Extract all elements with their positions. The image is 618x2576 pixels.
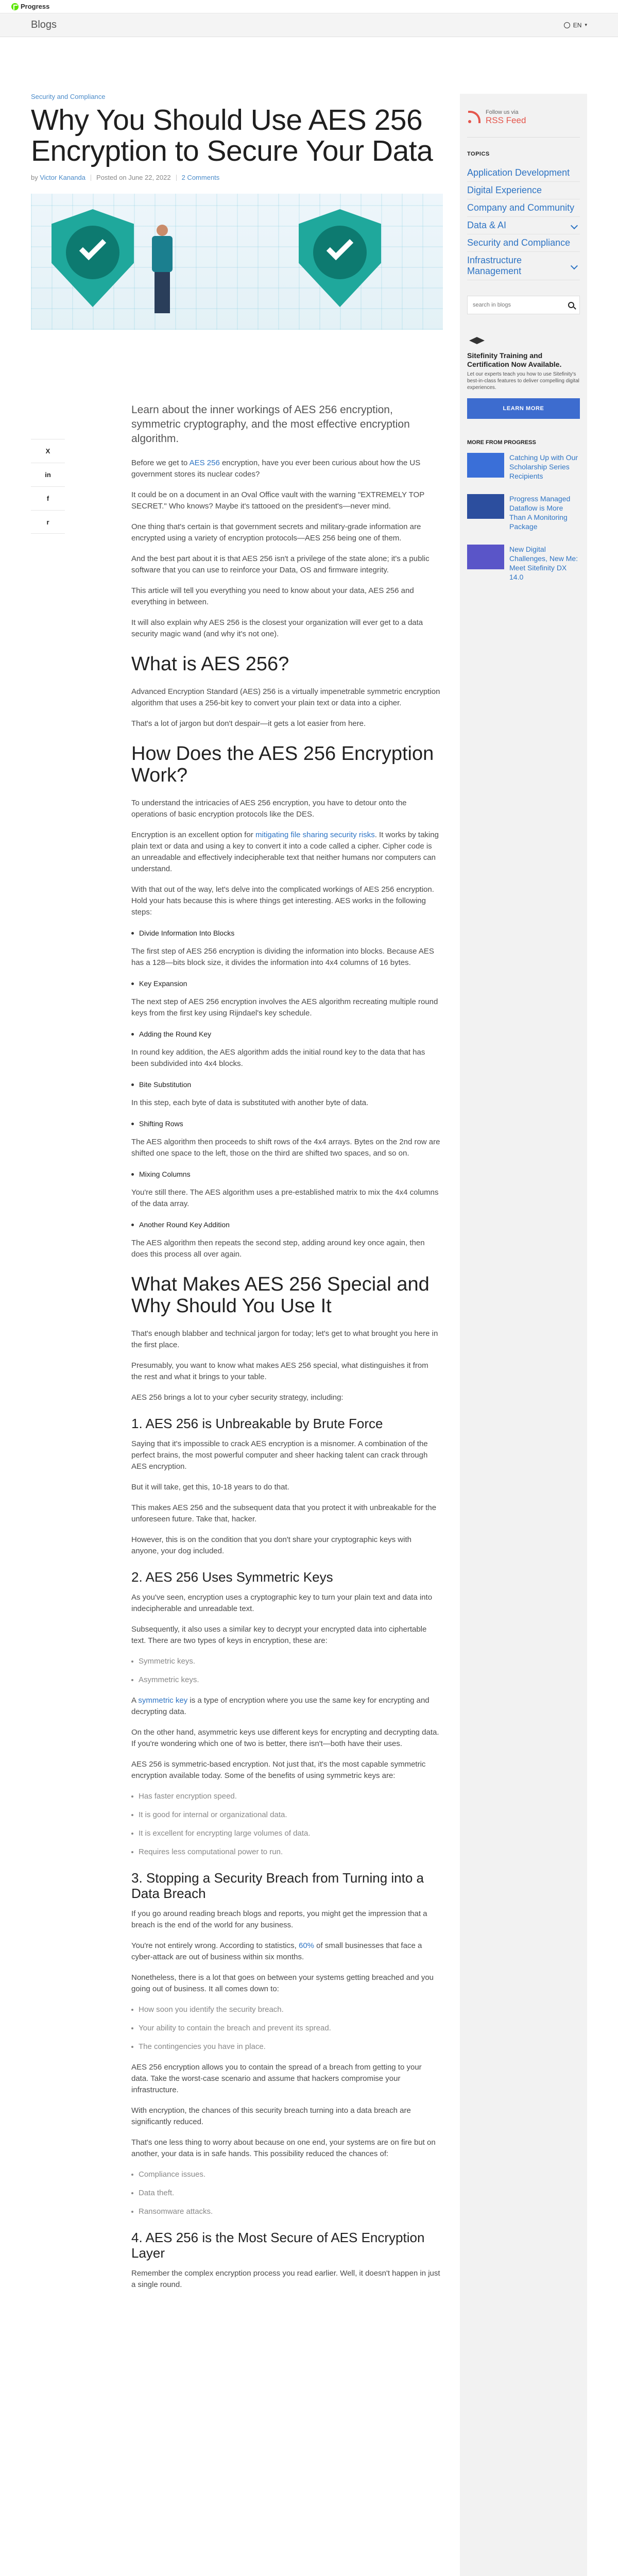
category-link[interactable]: Security and Compliance bbox=[31, 93, 106, 100]
paragraph: The next step of AES 256 encryption involves the AES algorithm recreating multiple round keys from the first key using Rijndael's key schedule. bbox=[131, 997, 438, 1018]
paragraph: With encryption, the chances of this security breach turning into a data breach are significantly reduced. bbox=[131, 2106, 411, 2126]
paragraph: This article will tell you everything you need to know about your data, AES 256 and everything in between. bbox=[131, 586, 414, 606]
x-share-icon[interactable]: X bbox=[31, 439, 65, 463]
step-heading: Divide Information Into Blocks bbox=[131, 927, 440, 939]
more-item[interactable] bbox=[467, 545, 580, 582]
topic-infrastructure-management[interactable]: Infrastructure Management bbox=[467, 252, 580, 280]
topics-list bbox=[467, 164, 580, 280]
step-heading: Shifting Rows bbox=[131, 1118, 440, 1129]
meta-divider bbox=[176, 175, 177, 181]
heading-2: 2. AES 256 Uses Symmetric Keys bbox=[131, 1569, 333, 1585]
by-label: by bbox=[31, 174, 38, 181]
list-item: It is excellent for encrypting large volumes of data. bbox=[131, 1828, 440, 1839]
chevron-down-icon: ▾ bbox=[585, 22, 587, 27]
paragraph: That's enough blabber and technical jargon for today; let's get to what brought you here in the first place. bbox=[131, 1329, 438, 1349]
top-bar bbox=[0, 0, 618, 13]
paragraph: It will also explain why AES 256 is the closest your organization will ever get to a data security magic wand (and why it's not one). bbox=[131, 618, 423, 638]
paragraph: This makes AES 256 and the subsequent data that you protect it with unbreakable for the unforeseen future. Take that, hacker. bbox=[131, 1503, 437, 1523]
paragraph: To understand the intricacies of AES 256 encryption, you have to detour onto the operations of basic encryption protocols like the DES. bbox=[131, 799, 407, 819]
more-item-link[interactable]: Catching Up with Our Scholarship Series Recipients bbox=[509, 453, 578, 480]
more-item[interactable] bbox=[467, 494, 580, 531]
article-lead: Learn about the inner workings of AES 256 encryption, symmetric cryptography, and the most effective encryption algorithm. bbox=[131, 404, 410, 445]
search-input[interactable] bbox=[473, 302, 568, 308]
aes256-link[interactable]: AES 256 bbox=[189, 459, 220, 467]
rss-text bbox=[486, 109, 526, 126]
follow-label: Follow us via bbox=[486, 109, 519, 115]
breach-factors-list bbox=[131, 2004, 440, 2053]
blogs-link[interactable]: Blogs bbox=[31, 19, 57, 30]
topic-application-development[interactable]: Application Development bbox=[467, 164, 580, 182]
list-item: How soon you identify the security breach. bbox=[131, 2004, 440, 2015]
paragraph: Subsequently, it also uses a similar key to decrypt your encrypted data into ciphertable text. There are two types of keys in encryption, these are: bbox=[131, 1625, 427, 1645]
promo-text: Let our experts teach you how to use Sitefinity's best-in-class features to deliver compelling digital experiences. bbox=[467, 371, 579, 391]
heading-4: 4. AES 256 is the Most Secure of AES Encryption Layer bbox=[131, 2230, 425, 2261]
topic-company-community[interactable]: Company and Community bbox=[467, 199, 580, 217]
paragraph: The AES algorithm then repeats the second step, adding around key once again, then does this process all over again. bbox=[131, 1239, 425, 1259]
more-from-progress-heading: MORE FROM PROGRESS bbox=[467, 439, 536, 446]
paragraph: One thing that's certain is that government secrets and military-grade information are encrypted using a variety of encryption protocols—AES 256 being one of them. bbox=[131, 522, 421, 543]
rss-icon bbox=[467, 111, 480, 124]
heading-what: What is AES 256? bbox=[131, 653, 289, 675]
rss-link[interactable]: RSS Feed bbox=[486, 115, 526, 125]
thumbnail-image bbox=[467, 545, 504, 569]
search-icon[interactable] bbox=[568, 302, 574, 308]
paragraph: However, this is on the condition that you don't share your cryptographic keys with anyone, your dog included. bbox=[131, 1535, 411, 1555]
paragraph: That's a lot of jargon but don't despair—it gets a lot easier from here. bbox=[131, 719, 366, 728]
paragraph: Saying that it's impossible to crack AES encryption is a misnomer. A combination of the perfect brains, the most powerful computer and sheer hacking talent can crack through AES encryption. bbox=[131, 1439, 428, 1471]
progress-logo[interactable] bbox=[11, 3, 49, 10]
step-heading: Mixing Columns bbox=[131, 1168, 440, 1180]
benefits-list bbox=[131, 1791, 440, 1858]
author-link[interactable]: Victor Kananda bbox=[40, 174, 86, 181]
meta-author-line bbox=[31, 174, 85, 181]
list-item: Your ability to contain the breach and prevent its spread. bbox=[131, 2023, 440, 2034]
paragraph: You're still there. The AES algorithm uses a pre-established matrix to mix the 4x4 columns of the data array. bbox=[131, 1188, 439, 1208]
paragraph: Encryption is an excellent option for mitigating file sharing security risks. It works by taking plain text or data and using a key to convert it into a code called a cipher. Cipher code is an unreadable and effectively indecipherable text that neither humans nor computers can understand. bbox=[131, 831, 439, 873]
paragraph: That's one less thing to worry about because on one end, your systems are on fire but on another, your data is in safe hands. This possibility reduced the chances of: bbox=[131, 2138, 436, 2158]
statistics-link[interactable]: 60% bbox=[298, 1941, 315, 1950]
heading-special: What Makes AES 256 Special and Why Should You Use It bbox=[131, 1274, 430, 1317]
paragraph: The first step of AES 256 encryption is dividing the information into blocks. Because AES has a 128—bits block size, it divides the information into 4x4 columns of 16 bytes. bbox=[131, 947, 434, 967]
heading-1: 1. AES 256 is Unbreakable by Brute Force bbox=[131, 1416, 383, 1431]
paragraph: If you go around reading breach blogs and reports, you might get the impression that a breach is the end of the world for any business. bbox=[131, 1909, 427, 1929]
chevron-down-icon[interactable] bbox=[571, 222, 578, 229]
paragraph: And the best part about it is that AES 256 isn't a privilege of the state alone; it's a public software that you can use to reinforce your Data, OS and firmware integrity. bbox=[131, 554, 430, 574]
sitefinity-promo bbox=[467, 333, 580, 419]
learn-more-button[interactable]: LEARN MORE bbox=[467, 398, 580, 419]
paragraph: Presumably, you want to know what makes AES 256 special, what distinguishes it from the rest and what it brings to your table. bbox=[131, 1361, 428, 1381]
post-meta bbox=[31, 174, 443, 181]
key-types-list bbox=[131, 1656, 440, 1686]
list-item: Requires less computational power to run. bbox=[131, 1846, 440, 1858]
language-label: EN bbox=[573, 21, 582, 29]
paragraph: AES 256 brings a lot to your cyber security strategy, including: bbox=[131, 1393, 344, 1402]
list-item: Has faster encryption speed. bbox=[131, 1791, 440, 1802]
posted-date: Posted on June 22, 2022 bbox=[96, 174, 171, 181]
main-column bbox=[31, 37, 443, 2289]
globe-icon bbox=[564, 22, 570, 28]
topics-heading: TOPICS bbox=[467, 151, 490, 157]
topic-security-compliance[interactable]: Security and Compliance bbox=[467, 234, 580, 252]
blog-search bbox=[467, 296, 580, 314]
promo-title: Sitefinity Training and Certification Now Available. bbox=[467, 351, 562, 368]
topic-data-ai[interactable]: Data & AI bbox=[467, 217, 580, 234]
paragraph: Before we get to AES 256 encryption, have you ever been curious about how the US government stores its nuclear codes? bbox=[131, 459, 421, 479]
paragraph: Nonetheless, there is a lot that goes on between your systems getting breached and you going out of business. It all comes down to: bbox=[131, 1973, 434, 1993]
article-body bbox=[131, 403, 440, 2300]
linkedin-share-icon[interactable]: in bbox=[31, 463, 65, 486]
sitefinity-icon bbox=[467, 333, 488, 348]
logo-text: Progress bbox=[21, 3, 50, 10]
share-bar bbox=[31, 439, 65, 534]
person-illustration bbox=[149, 225, 175, 317]
sidebar bbox=[460, 94, 587, 2576]
list-item: Compliance issues. bbox=[131, 2169, 440, 2180]
step-heading: Another Round Key Addition bbox=[131, 1219, 440, 1230]
comments-link[interactable]: 2 Comments bbox=[181, 174, 220, 181]
file-sharing-link[interactable]: mitigating file sharing security risks bbox=[255, 831, 375, 839]
thumbnail-image bbox=[467, 494, 504, 519]
risks-list bbox=[131, 2169, 440, 2217]
page-title: Why You Should Use AES 256 Encryption to Secure Your Data bbox=[31, 104, 433, 167]
list-item: The contingencies you have in place. bbox=[131, 2041, 440, 2053]
list-item: Asymmetric keys. bbox=[131, 1674, 440, 1686]
paragraph: The AES algorithm then proceeds to shift rows of the 4x4 arrays. Bytes on the 2nd row are shifted one space to the left, those on the third are shifted two spaces, and so on. bbox=[131, 1138, 440, 1158]
language-selector[interactable] bbox=[564, 22, 587, 29]
paragraph: You're not entirely wrong. According to statistics, 60% of small businesses that face a cyber-attack are out of business within six months. bbox=[131, 1941, 422, 1961]
paragraph: A symmetric key is a type of encryption where you use the same key for encrypting and decrypting data. bbox=[131, 1696, 430, 1716]
topic-digital-experience[interactable]: Digital Experience bbox=[467, 182, 580, 199]
list-item: Ransomware attacks. bbox=[131, 2206, 440, 2217]
step-heading: Key Expansion bbox=[131, 978, 440, 989]
list-item: Data theft. bbox=[131, 2188, 440, 2199]
paragraph: With that out of the way, let's delve into the complicated workings of AES 256 encryption. Hold your hats because this is where things get interesting. AES works in the following steps: bbox=[131, 885, 434, 917]
paragraph: On the other hand, asymmetric keys use different keys for encrypting and decrypting data. If you're wondering which one of two is better, there isn't—both have their uses. bbox=[131, 1728, 439, 1748]
thumbnail-image bbox=[467, 453, 504, 478]
reddit-share-icon[interactable]: r bbox=[31, 510, 65, 534]
step-heading: Bite Substitution bbox=[131, 1079, 440, 1090]
hero-image bbox=[31, 194, 443, 330]
paragraph: But it will take, get this, 10-18 years to do that. bbox=[131, 1483, 289, 1492]
paragraph: AES 256 encryption allows you to contain the spread of a breach from getting to your data. Take the worst-case scenario and assume that hackers compromise your infrastructure. bbox=[131, 2063, 422, 2094]
list-item: It is good for internal or organizational data. bbox=[131, 1809, 440, 1821]
blogs-subnav bbox=[0, 13, 618, 37]
more-item-link[interactable]: Progress Managed Dataflow is More Than A Monitoring Package bbox=[509, 495, 571, 531]
paragraph: Remember the complex encryption process you read earlier. Well, it doesn't happen in just a single round. bbox=[131, 2269, 440, 2289]
facebook-share-icon[interactable]: f bbox=[31, 486, 65, 510]
paragraph: AES 256 is symmetric-based encryption. Not just that, it's the most capable symmetric encryption available today. Some of the benefits of using symmetric keys are: bbox=[131, 1760, 426, 1780]
rss-feed[interactable] bbox=[467, 104, 580, 138]
paragraph: It could be on a document in an Oval Office vault with the warning "EXTREMELY TOP SECRET." Who knows? Maybe it's tattooed on the president's—never mind. bbox=[131, 490, 424, 511]
paragraph: As you've seen, encryption uses a cryptographic key to turn your plain text and data into indecipherable and unreadable text. bbox=[131, 1593, 433, 1613]
list-item: Symmetric keys. bbox=[131, 1656, 440, 1667]
heading-how: How Does the AES 256 Encryption Work? bbox=[131, 743, 434, 786]
symmetric-key-link[interactable]: symmetric key bbox=[138, 1696, 188, 1705]
heading-3: 3. Stopping a Security Breach from Turning into a Data Breach bbox=[131, 1870, 424, 1901]
paragraph: Advanced Encryption Standard (AES) 256 is a virtually impenetrable symmetric encryption algorithm that uses a 256-bit key to convert your plain text or data into a cipher. bbox=[131, 687, 440, 707]
sidebar-box bbox=[460, 94, 587, 2576]
paragraph: In this step, each byte of data is substituted with another byte of data. bbox=[131, 1098, 369, 1107]
more-item[interactable] bbox=[467, 453, 580, 481]
paragraph: In round key addition, the AES algorithm adds the initial round key to the data that has been subdivided into 4x4 blocks. bbox=[131, 1048, 425, 1068]
step-heading: Adding the Round Key bbox=[131, 1028, 440, 1040]
progress-logo-icon bbox=[11, 3, 19, 10]
more-item-link[interactable]: New Digital Challenges, New Me: Meet Sitefinity DX 14.0 bbox=[509, 545, 578, 581]
